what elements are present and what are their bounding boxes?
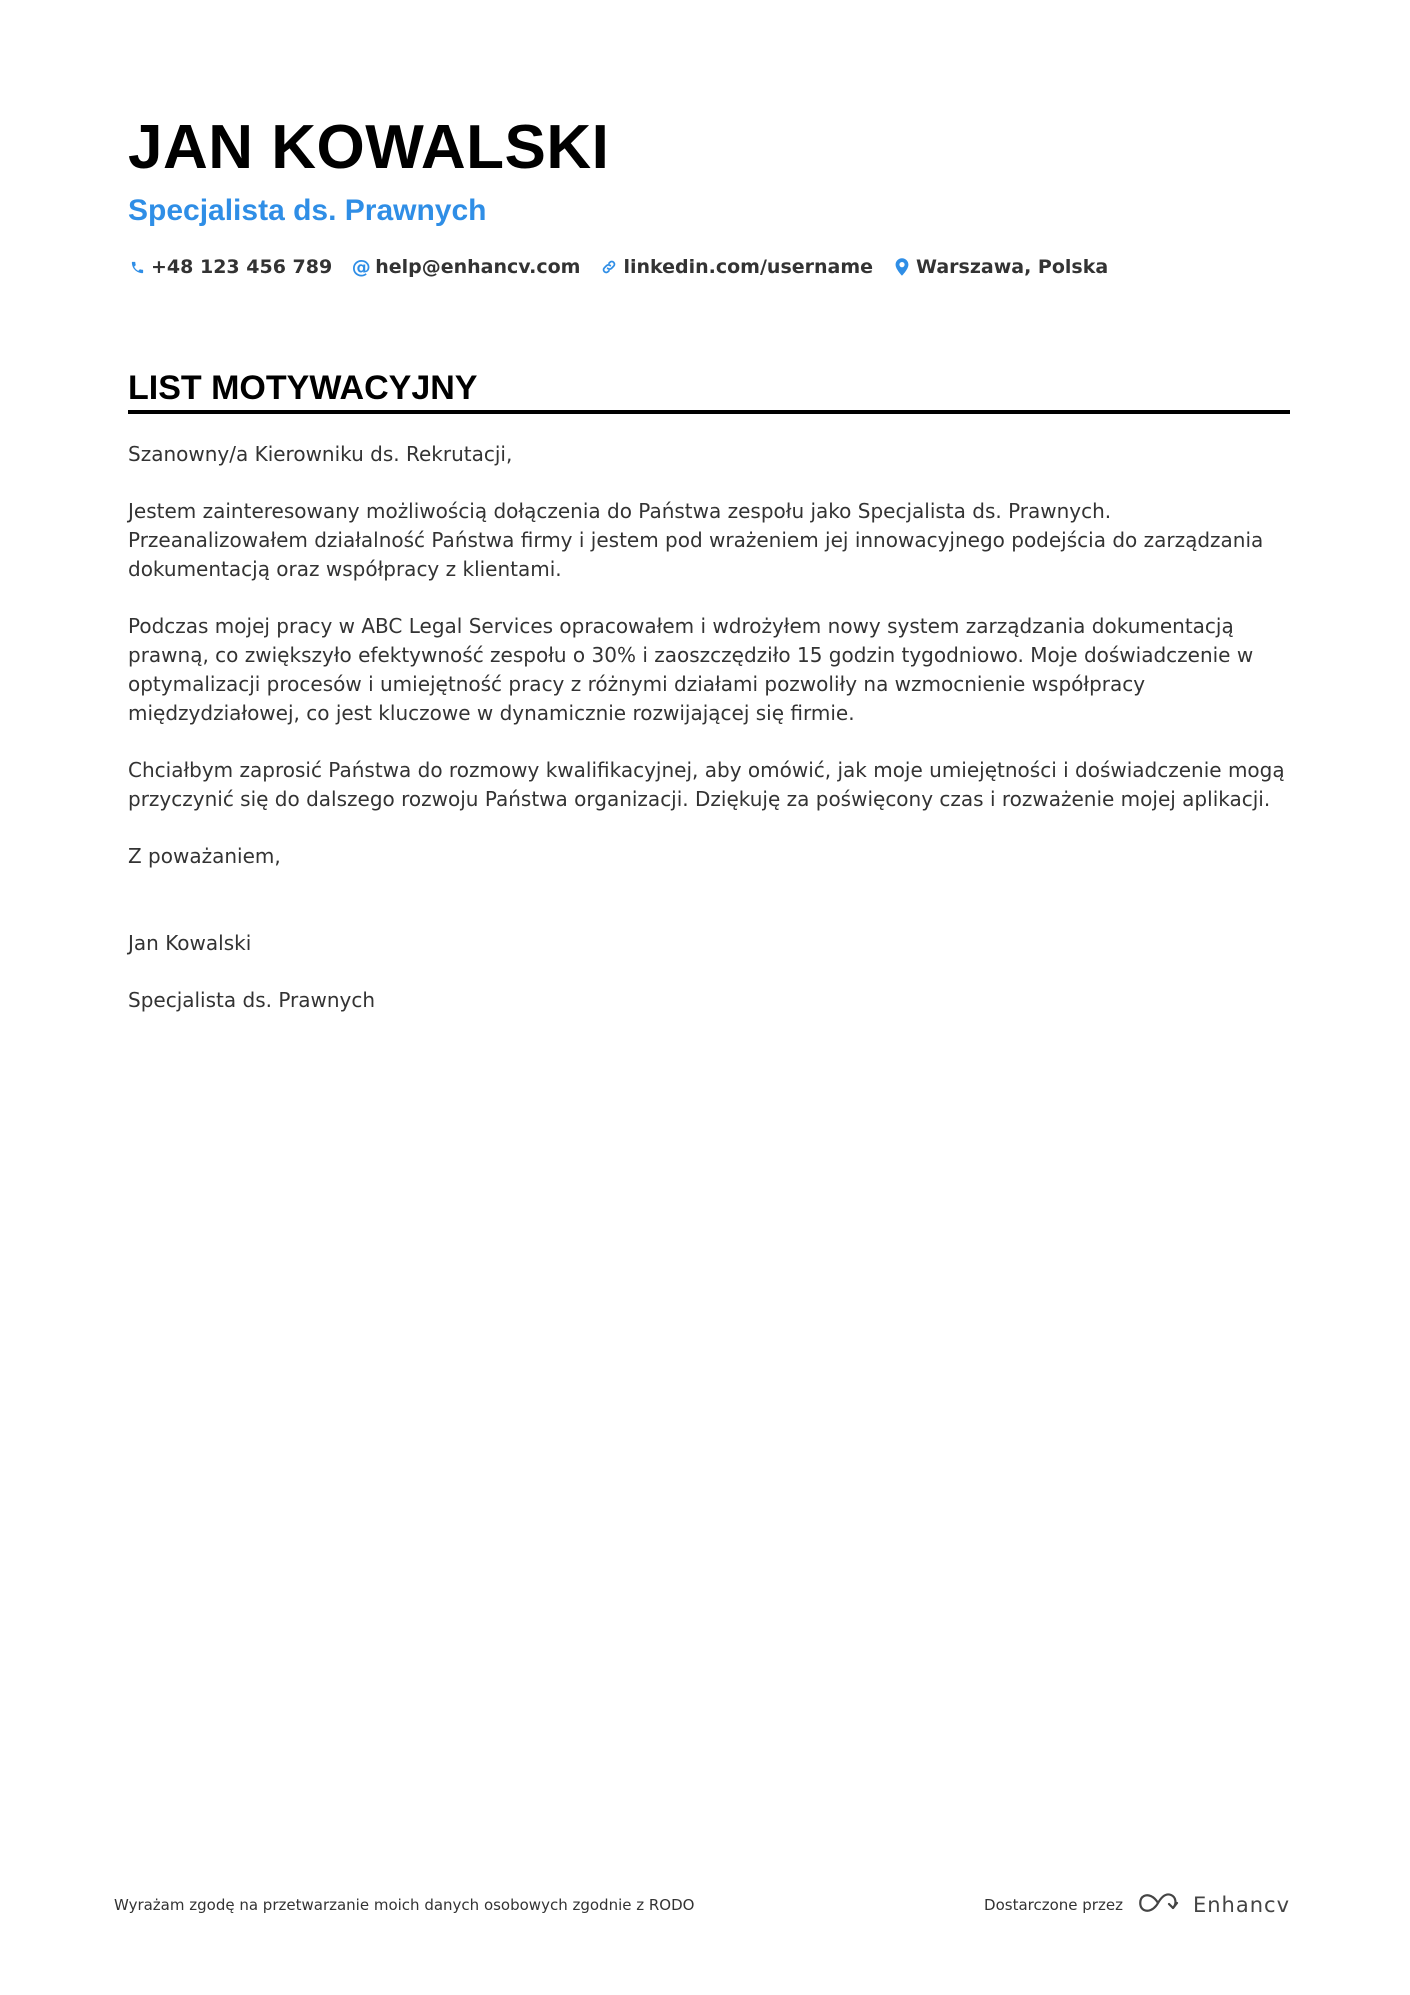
email-address: help@enhancv.com — [375, 256, 581, 278]
candidate-name: JAN KOWALSKI — [128, 113, 610, 182]
section-title: LIST MOTYWACYJNY — [128, 369, 478, 407]
enhancv-logo-icon — [1135, 1890, 1181, 1920]
brand-name: Enhancv — [1192, 1893, 1290, 1917]
link-icon — [600, 256, 618, 278]
phone-icon — [128, 256, 146, 278]
letter-closing: Z poważaniem, — [128, 844, 281, 868]
letter-paragraph: Jestem zainteresowany możliwością dołączenia do Państwa zespołu jako Specjalista ds. Prawnych. Przeanalizowałem działalność Państwa firmy i jestem pod wrażeniem jej innowacyjnego podejścia do zarządzania dokumentacją oraz współpracy z klientami. — [128, 499, 1264, 581]
contact-linkedin — [600, 256, 873, 278]
contact-location — [893, 256, 1108, 278]
letter-body — [128, 440, 1290, 1043]
signature-name: Jan Kowalski — [128, 931, 252, 955]
location-text: Warszawa, Polska — [916, 256, 1109, 278]
letter-paragraph: Chciałbym zaprosić Państwa do rozmowy kwalifikacyjnej, aby omówić, jak moje umiejętności i doświadczenie mogą przyczynić się do dalszego rozwoju Państwa organizacji. Dziękuję za poświęcony czas i rozważenie mojej aplikacji. — [128, 758, 1285, 811]
letter-paragraph: Podczas mojej pracy w ABC Legal Services opracowałem i wdrożyłem nowy system zarządzania dokumentacją prawną, co zwiększyło efektywność zespołu o 30% i zaoszczędziło 15 godzin tygodniowo. Moje doświadczenie w optymalizacji procesów i umiejętność pracy z różnymi działami pozwoliły na wzmocnienie współpracy międzydziałowej, co jest kluczowe w dynamicznie rozwijającej się firmie. — [128, 614, 1254, 725]
contact-phone — [128, 256, 332, 278]
provided-by-label: Dostarczone przez — [984, 1896, 1123, 1914]
at-icon: @ — [351, 256, 371, 278]
signature-title: Specjalista ds. Prawnych — [128, 988, 376, 1012]
linkedin-url: linkedin.com/username — [623, 256, 874, 278]
contact-email — [352, 256, 580, 278]
section-divider — [128, 410, 1290, 414]
contact-bar — [128, 252, 1128, 282]
gdpr-consent: Wyrażam zgodę na przetwarzanie moich danych osobowych zgodnie z RODO — [114, 1896, 695, 1914]
footer-branding — [984, 1890, 1290, 1920]
letter-greeting: Szanowny/a Kierowniku ds. Rekrutacji, — [128, 442, 513, 466]
location-pin-icon — [893, 256, 911, 278]
candidate-title: Specjalista ds. Prawnych — [128, 194, 487, 227]
phone-number: +48 123 456 789 — [151, 256, 333, 278]
